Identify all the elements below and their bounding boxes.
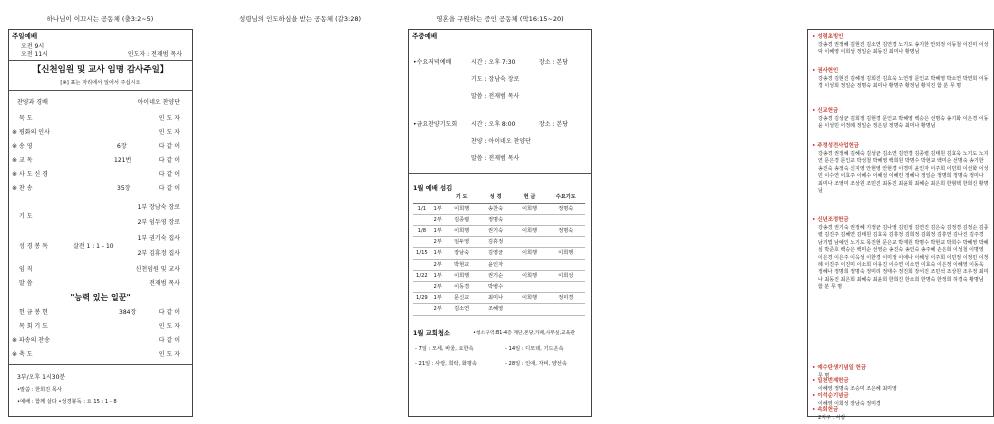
sermon-item: 말 씀 bbox=[19, 280, 33, 287]
divider bbox=[9, 60, 192, 61]
appointment-who: 신천임원 및 교사 bbox=[135, 266, 180, 273]
wednesday-place: 장소 : 본당 bbox=[539, 59, 569, 66]
table-cell: 이희행 bbox=[513, 293, 547, 304]
table-cell: 김소연 bbox=[445, 304, 479, 315]
friday-service-name: •금요찬양기도회 bbox=[413, 121, 458, 128]
divider bbox=[9, 90, 192, 91]
reader-1: 1부 권기숙 집사 bbox=[137, 235, 180, 242]
order-row bbox=[9, 140, 192, 154]
table-cell: 2부 bbox=[431, 304, 445, 315]
order-item: 묵 도 bbox=[19, 115, 33, 122]
order-item: 목 회 기 도 bbox=[19, 323, 48, 330]
prayer-leader-2: 2부 임두영 장로 bbox=[137, 219, 180, 226]
table-cell: 이동경 bbox=[445, 282, 479, 293]
cleaning-week-3: - 21일 : 사랑, 희락, 화평속 bbox=[415, 361, 477, 367]
order-detail: 6장 bbox=[117, 143, 127, 150]
table-cell: 1부 bbox=[431, 270, 445, 281]
order-item: 평화의 인사 bbox=[19, 129, 50, 136]
offering-donor-list: 강송경 김성균 김희정 김현경 문인교 박혜영 백승은 선명숙 송기화 이은경 이동윤 이성민 이정례 정일순 정은딩 정명숙 최미나 황명님 bbox=[818, 116, 989, 130]
friday-time: 시간 : 오후 8:00 bbox=[471, 121, 516, 128]
order-leader: 다 같 이 bbox=[158, 337, 180, 344]
offering-section-title: • 속회헌금 bbox=[812, 407, 839, 413]
offering-donor-list: 무 명 bbox=[818, 373, 830, 379]
table-cell: 김종렬 bbox=[445, 214, 479, 225]
column-header-cell: 헌 금 bbox=[513, 192, 547, 203]
stand-mark: ※ bbox=[12, 157, 18, 164]
order-item: 교 독 bbox=[19, 157, 33, 164]
offering-section-title: • 성령초빙인 bbox=[812, 34, 844, 40]
table-cell: 윤인자 bbox=[479, 259, 513, 270]
stand-mark: ※ bbox=[12, 143, 18, 150]
offering-donor-list: 2지구 : 사랑 bbox=[818, 415, 846, 421]
order-row bbox=[9, 334, 192, 348]
table-cell: 김영균 bbox=[479, 248, 513, 259]
order-item: 축 도 bbox=[19, 351, 33, 358]
table-cell: 정명숙 bbox=[479, 214, 513, 225]
bulletin-column-worship bbox=[0, 0, 200, 424]
table-cell: 김휴정 bbox=[479, 237, 513, 248]
table-cell: 임두영 bbox=[445, 237, 479, 248]
table-cell: 1/15 bbox=[413, 248, 431, 259]
stand-mark: ※ bbox=[12, 351, 18, 358]
sermon-preacher: 전재범 목사 bbox=[149, 280, 180, 287]
cleaning-week-1: - 7일 : 모세, 바울, 요한속 bbox=[415, 346, 474, 352]
table-cell: 정명숙 bbox=[547, 203, 586, 214]
order-row bbox=[9, 320, 192, 334]
youth-service-time: 3부/오후 1시30분 bbox=[17, 374, 66, 381]
friday-praise: 찬양 : 아이네오 찬양단 bbox=[471, 138, 531, 145]
column-header: 성령님의 인도하심을 받는 공동체 (갈3:28) bbox=[238, 15, 362, 23]
divider bbox=[9, 364, 192, 365]
column-header-cell: 성 경 bbox=[479, 192, 513, 203]
order-row bbox=[9, 154, 192, 168]
offering-donor-list: 강송경 권정혜 김혜숙 김성균 김소연 김연경 김종렬 김태원 김효욱 노기도 노지연 문은경 문인교 박성철 박혜영 백희원 박명수 박현교 백미순 선명숙 송기한 송진숙 송정숙 신지영 안현영 안현경 이경미 윤인자 이주희 이민희 이선화 이성민 이수연 이효주 이혜수 이혜성 이혜린 정혜나 정일순 정명희 정명숙 정미나 최미나 조영미 조상원 조민진 최동진 최윤희 최혜순 최은희 한형택 한희진 황명님 bbox=[818, 151, 989, 195]
service-time-2: 오전 11시 bbox=[21, 51, 48, 58]
stand-mark: ※ bbox=[12, 171, 18, 178]
table-cell: 1부 bbox=[431, 248, 445, 259]
offering-donor-list: 이혜영 이희성 장남숙 정미경 bbox=[818, 401, 881, 407]
order-leader: 다 같 이 bbox=[158, 143, 180, 150]
stand-mark: ※ bbox=[12, 129, 18, 136]
table-cell: 1부 bbox=[431, 203, 445, 214]
table-cell: 박현교 bbox=[445, 259, 479, 270]
order-item: 파송의 찬송 bbox=[19, 337, 50, 344]
table-cell: 장남숙 bbox=[445, 248, 479, 259]
order-row bbox=[9, 126, 192, 140]
wednesday-service-name: •수요저녁예배 bbox=[413, 59, 452, 66]
table-cell: 이희행 bbox=[513, 270, 547, 281]
table-cell: 이희행 bbox=[513, 203, 547, 214]
youth-sermon: •말씀 : 한희진 목사 bbox=[17, 387, 62, 393]
service-leader: 인도자 : 전재범 목사 bbox=[127, 51, 182, 58]
table-cell: 박병수 bbox=[479, 282, 513, 293]
table-cell: 이희행 bbox=[547, 248, 586, 259]
column-header-cell: 수요기도 bbox=[547, 192, 586, 203]
offerings-box bbox=[807, 29, 994, 421]
cleaning-title: 1월 교회청소 bbox=[413, 330, 450, 337]
order-leader: 인 도 자 bbox=[158, 115, 180, 122]
prayer-item: 기 도 bbox=[19, 213, 33, 220]
order-leader: 인 도 자 bbox=[158, 323, 180, 330]
offering-section-title: • 일천번제헌금 bbox=[812, 378, 849, 384]
table-cell: 1부 bbox=[431, 226, 445, 237]
table-cell: 조혜영 bbox=[479, 304, 513, 315]
order-item: 찬 송 bbox=[19, 185, 33, 192]
table-cell: 권기순 bbox=[479, 270, 513, 281]
table-cell: 1/29 bbox=[413, 293, 431, 304]
order-row bbox=[9, 348, 192, 362]
order-row bbox=[9, 306, 192, 320]
wednesday-time: 시간 : 오후 7:30 bbox=[471, 59, 516, 66]
standing-note: [※] 표는 자리에서 일어서 주십시오 bbox=[60, 80, 141, 86]
offering-section-title: • 주정성전사업헌금 bbox=[812, 143, 859, 149]
order-row bbox=[9, 182, 192, 196]
order-item: 송 영 bbox=[19, 143, 33, 150]
cleaning-week-4: - 28일 : 인애, 자비, 양선속 bbox=[505, 361, 567, 367]
praise-label: 찬양과 경배 bbox=[17, 99, 48, 106]
offering-donor-list: 강송경 권기숙 권정혜 기정균 김나영 김민정 김연진 김은숙 김정경 김정순 김종렬 김진주 김혜연 김태원 김효욱 김휴정 김희정 김회정 김휴연 김나진 김주경 남기법 남예인 노기도 목진현 문은교 박재원 박명수 박현교 박희수 박혜영 박혜심 박준호 백승은 백미순 선영순 송진숙 송인숙 송주혜 손은희 이성철 이명영 이은경 이은주 이옥성 이한경 이미정 이에나 이해성 이주희 이민정 이정민 이정례 이진주 이진미 이소희 이유진 이수연 이소연 이효숙 이은정 이혜영 이동욱 정혜나 정명희 정명숙 정미리 정태수 정진희 장서진 조민석 조상원 조우정 최미나 최동진 최은희 최혜숙 최윤희 한희진 한소희 한명숙 한정희 허경숙 황명님 함 분 무 명 bbox=[818, 225, 989, 291]
order-detail: 384장 bbox=[119, 309, 137, 316]
table-cell: 2부 bbox=[431, 214, 445, 225]
order-leader: 다 같 이 bbox=[158, 157, 180, 164]
table-cell: 이희행 bbox=[513, 226, 547, 237]
offering-section-title: • 신년조정헌금 bbox=[812, 217, 849, 223]
appointment-item: 임 직 bbox=[19, 266, 33, 273]
order-item: 사 도 신 경 bbox=[19, 171, 48, 178]
order-leader: 다 같 이 bbox=[158, 185, 180, 192]
order-row bbox=[9, 112, 192, 126]
sermon-title: "능력 있는 일꾼" bbox=[70, 293, 131, 302]
table-cell: 1/8 bbox=[413, 226, 431, 237]
offering-donor-list: 강송경 김현진 김혜정 김희진 김효욱 노연정 문인교 박혜영 박소연 박연희 이동경 이성희 정일순 정명숙 최미나 황명주 황정님 황지진 함 분 무 명 bbox=[818, 76, 989, 90]
table-cell: 정명숙 bbox=[547, 226, 586, 237]
order-detail: 121번 bbox=[114, 157, 132, 164]
table-cell: 정미경 bbox=[547, 293, 586, 304]
weekday-title: 주중예배 bbox=[412, 32, 438, 40]
stand-mark: ※ bbox=[12, 337, 18, 344]
table-cell: 2부 bbox=[431, 259, 445, 270]
column-header: 영혼을 구원하는 증인 공동체 (막16:15~20) bbox=[436, 15, 564, 23]
friday-sermon: 말씀 : 전재범 목사 bbox=[471, 155, 520, 162]
table-cell: 1/22 bbox=[413, 270, 431, 281]
order-leader: 다 같 이 bbox=[158, 309, 180, 316]
column-header: 하나님이 이끄시는 공동체 (출3:2~5) bbox=[46, 15, 154, 23]
table-cell: 이희행 bbox=[445, 203, 479, 214]
stand-mark: ※ bbox=[12, 185, 18, 192]
column-header-cell: 기 도 bbox=[445, 192, 479, 203]
offering-donor-list: 강송경 권정혜 김현진 김소연 김연경 노기도 송기한 안외정 이동철 이진미 이성덕 이혜영 이희성 정일순 최동진 최미나 황명님 bbox=[818, 42, 989, 56]
offering-donor-list: 이혜영 정명숙 조승미 조은혜 최미영 bbox=[818, 386, 897, 392]
order-leader: 다 같 이 bbox=[158, 171, 180, 178]
cleaning-note: •청소구역:B1-4층 계단,본당,카페,사무실,교육관 bbox=[473, 331, 575, 336]
table-cell: 최미나 bbox=[479, 293, 513, 304]
table-cell: 이희행 bbox=[445, 226, 479, 237]
service-time-1: 오전 9시 bbox=[21, 43, 45, 50]
offering-section-title: • 이석순기념금 bbox=[812, 393, 849, 399]
reading-passage: 살전 1 : 1 - 10 bbox=[73, 243, 114, 250]
table-cell: 이희행 bbox=[513, 248, 547, 259]
table-cell: 권기숙 bbox=[479, 226, 513, 237]
youth-reading: •예배 : 함께 살다 •성경봉독 : 요 15 : 1 - 8 bbox=[17, 399, 117, 405]
cleaning-week-2: - 14일 : 디모데, 기드온속 bbox=[505, 346, 564, 352]
offering-section-title: • 신교헌금 bbox=[812, 108, 839, 114]
offering-section-title: • 예수탄생기념일 헌금 bbox=[812, 365, 867, 371]
order-row bbox=[9, 168, 192, 182]
table-cell: 이희성 bbox=[547, 270, 586, 281]
table-cell: 1/1 bbox=[413, 203, 431, 214]
wednesday-sermon: 말씀 : 전재범 목사 bbox=[471, 93, 520, 100]
worship-order-box bbox=[8, 29, 193, 417]
order-item: 헌 금 봉 헌 bbox=[19, 309, 48, 316]
prayer-leader-1: 1부 장남숙 장로 bbox=[137, 204, 180, 211]
praise-team: 아이네오 찬양단 bbox=[137, 99, 180, 106]
table-cell: 송찬숙 bbox=[479, 203, 513, 214]
offering-section-title: • 권사헌인 bbox=[812, 68, 839, 74]
service-banner: 【신천임원 및 교사 임명 감사주일】 bbox=[32, 65, 169, 75]
table-cell: 1부 bbox=[431, 293, 445, 304]
table-cell: 문신교 bbox=[445, 293, 479, 304]
bulletin-column-offerings bbox=[400, 0, 989, 424]
order-detail: 35장 bbox=[117, 185, 131, 192]
friday-place: 장소 : 본당 bbox=[539, 121, 569, 128]
reader-2: 2부 김휴정 집사 bbox=[137, 250, 180, 257]
table-cell: 2부 bbox=[431, 282, 445, 293]
order-leader: 인 도 자 bbox=[158, 351, 180, 358]
service-title: 주일예배 bbox=[12, 32, 38, 40]
table-cell: 이희행 bbox=[445, 270, 479, 281]
wednesday-prayer: 기도 : 장남숙 장로 bbox=[471, 76, 520, 83]
attendance-title: 1월 예배 섬김 bbox=[413, 185, 453, 192]
table-cell: 2부 bbox=[431, 237, 445, 248]
reading-item: 성 경 봉 독 bbox=[19, 243, 48, 250]
order-leader: 인 도 자 bbox=[158, 129, 180, 136]
